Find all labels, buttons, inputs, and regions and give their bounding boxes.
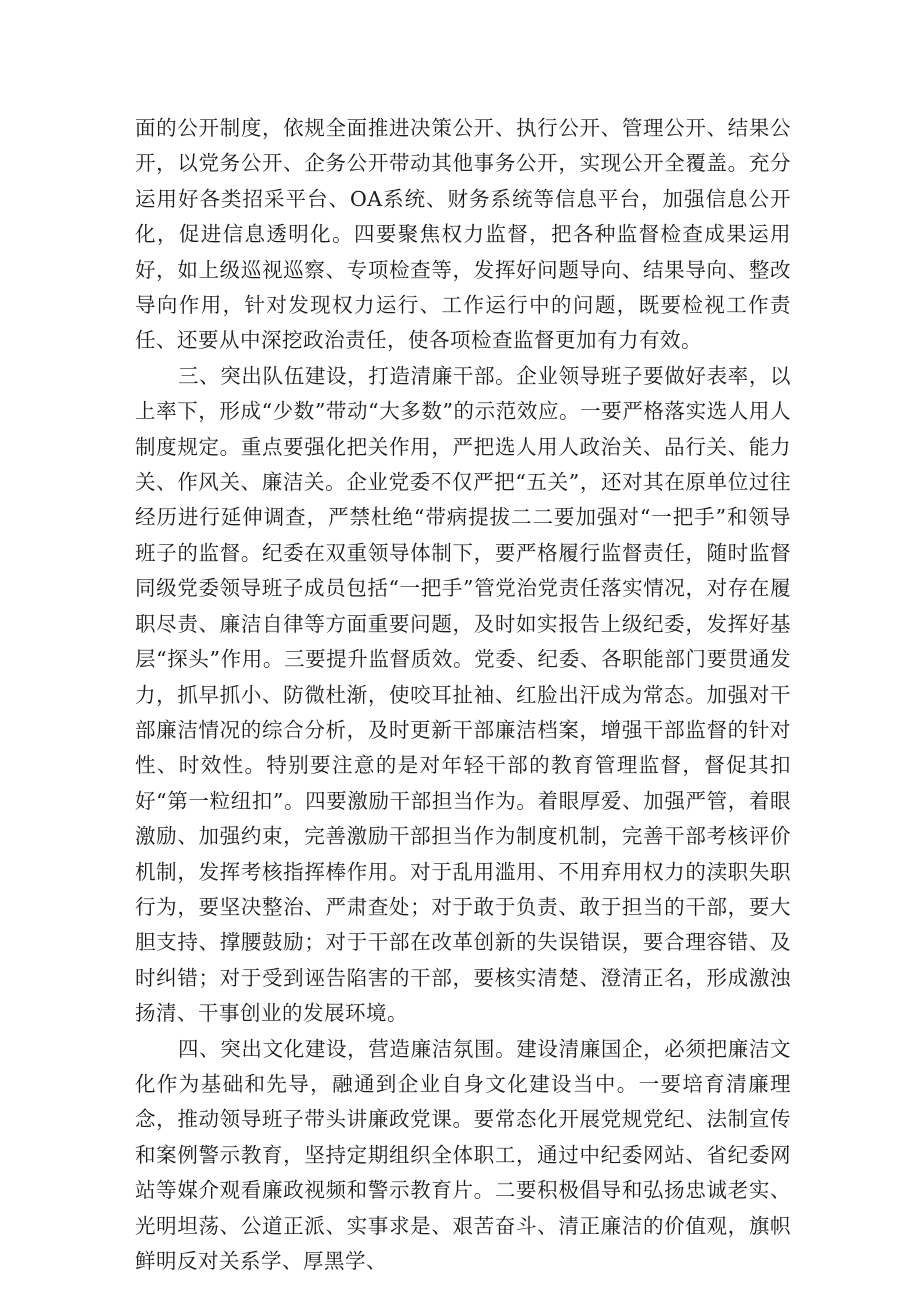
paragraph-continuation: 面的公开制度，依规全面推进决策公开、执行公开、管理公开、结果公开，以党务公开、企务公开带动其他事务公开，实现公开全覆盖。充分运用好各类招采平台、OA系统、财务系统等信息平台，加强信息公开化，促进信息透明化。四要聚焦权力监督，把各种监督检查成果运用好，如上级巡视巡察、专项检查等，发挥好问题导向、结果导向、整改导向作用，针对发现权力运行、工作运行中的问题，既要检视工作责任、还要从中深挖政治责任，使各项检查监督更加有力有效。 [135,116,791,353]
document-body [135,111,791,1279]
paragraph-section-four: 四、突出文化建设，营造廉洁氛围。建设清廉国企，必须把廉洁文化作为基础和先导，融通到企业自身文化建设当中。一要培育清廉理念，推动领导班子带头讲廉政党课。要常态化开展党规党纪、法制宣传和案例警示教育，坚持定期组织全体职工，通过中纪委网站、省纪委网站等媒介观看廉政视频和警示教育片。二要积极倡导和弘扬忠诚老实、光明坦荡、公道正派、实事求是、艰苦奋斗、清正廉洁的价值观，旗帜鲜明反对关系学、厚黑学、 [135,1036,791,1273]
paragraph-section-three: 三、突出队伍建设，打造清廉干部。企业领导班子要做好表率，以上率下，形成“少数”带动“大多数”的示范效应。一要严格落实选人用人制度规定。重点要强化把关作用，严把选人用人政治关、品行关、能力关、作风关、廉洁关。企业党委不仅严把“五关”，还对其在原单位过往经历进行延伸调查，严禁杜绝“带病提拔二二要加强对“一把手”和领导班子的监督。纪委在双重领导体制下，要严格履行监督责任，随时监督同级党委领导班子成员包括“一把手”管党治党责任落实情况，对存在履职尽责、廉洁自律等方面重要问题，及时如实报告上级纪委，发挥好基层“探头”作用。三要提升监督质效。党委、纪委、各职能部门要贯通发力，抓早抓小、防微杜渐，使咬耳扯袖、红脸出汗成为常态。加强对干部廉洁情况的综合分析，及时更新干部廉洁档案，增强干部监督的针对性、时效性。特别要注意的是对年轻干部的教育管理监督，督促其扣好“第一粒纽扣”。四要激励干部担当作为。着眼厚爱、加强严管，着眼激励、加强约束，完善激励干部担当作为制度机制，完善干部考核评价机制，发挥考核指挥棒作用。对于乱用滥用、不用弃用权力的渎职失职行为，要坚决整治、严肃查处；对于敢于负责、敢于担当的干部，要大胆支持、撑腰鼓励；对于干部在改革创新的失误错误，要合理容错、及时纠错；对于受到诬告陷害的干部，要核实清楚、澄清正名，形成激浊扬清、干事创业的发展环境。 [135,363,791,1026]
